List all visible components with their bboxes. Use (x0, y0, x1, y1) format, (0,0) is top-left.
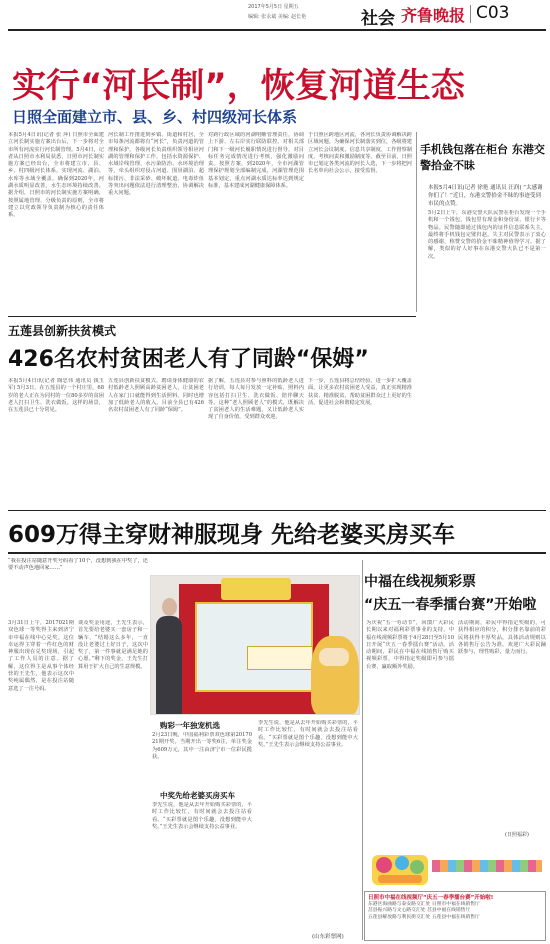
article2-column-3: 据了解，五莲县对参与照料的低龄老人进行培训，每人每月发放一定补贴，照料内容包括打扫卫生、洗衣做饭、陪伴聊天等。这种“老人照顾老人”的模式，既解决了贫困老人的生活难题，又让低龄老人实现了自身价值，受到群众欢迎。 (208, 378, 304, 421)
editor-credit: 编辑: 张永斌 美编: 赵长艳 (248, 14, 307, 20)
page-number: C03 (476, 3, 510, 23)
mascot-face (319, 648, 349, 666)
article1-column-3: 对跨行政区域的河湖明晰管理责任，协调上下游、左右岸实行联防联控。对相关部门和下一级河长履职情况进行督导，对目标任务完成情况进行考核，强化激励问责。按照方案，到2020年，全市河湖管理保护规划全部编制完成，河湖管理范围基本划定，重点河湖水质达标率达到规定标准，基本建成河湖健康保障体系。 (208, 132, 304, 190)
article4-headline-line1: 中福在线视频彩票 (364, 574, 476, 590)
prize-winner-photo (150, 575, 360, 715)
person-head (162, 598, 177, 616)
article3-subheading-2: 购彩一年独宠机选 (160, 721, 220, 730)
promo-info-box (364, 891, 546, 941)
promo-heading: 日照市中福在线视频厅“庆五一春季擂台赛”开始啦! (368, 895, 494, 901)
article3-credit: (山东彩票网) (312, 934, 344, 940)
person-figure (156, 616, 182, 715)
newspaper-logo: 齐鲁晚报 (401, 6, 466, 25)
article3-headline: 609万得主穿财神服现身 先给老婆买房买车 (8, 522, 456, 548)
section-rule (8, 316, 416, 317)
article2-column-1: 本报5月4日讯(记者 陶忠伟 通讯员 钱玉军) 5月3日，在五莲县的一个村庄里，68岁的老人正在为同村的一位80多岁的贫困老人打扫卫生、洗衣做饭。这样的场景，在五莲县已十分常见。 (8, 378, 104, 414)
issue-date: 2017年5月5日 星期五 (248, 4, 299, 10)
article4-column-2: 活动期间，彩民中得指定奖级的，可获得相应的积分，积分排名靠前的彩民将获得丰厚奖品。具体活动规则以各销售厅公告为准。欢迎广大彩民踊跃参与，理性购彩，量力而行。 (458, 620, 546, 656)
headline-rule (8, 552, 546, 554)
column-divider (362, 560, 363, 940)
article4-headline-line2: “庆五一春季擂台赛”开始啦 (364, 597, 537, 613)
article2-column-4: 下一步，五莲县将总结经验，进一步扩大覆盖面，让更多农村贫困老人受益，真正实现精准扶贫、精准脱贫，帮助贫困群众过上更好的生活，促进社会和谐稳定发展。 (308, 378, 412, 406)
promo-address-line: 五莲县解放路与利民街交汇处 五莲县中福在线销售厅 (368, 914, 480, 920)
article3-column-2: 谈及奖金用途，王先生表示，首先要给老婆买一套房子和一辆车，“结婚这么多年，一直没让老婆过上好日子，这次中奖了，第一件事就是满足她的心愿。”剩下的奖金，王先生打算用于扩大自己的生意规模。 (78, 620, 148, 670)
promo-address-list (368, 902, 542, 921)
article3-column-1: 3月31日上午，2017021期双色球一等奖得主来到济宁市中福在线中心兑奖。这位幸运得主穿着一件红色的财神服出现在兑奖现场，引起了工作人员的注意。据了解，这位得主是从事个体经营的王先生，他表示这次中奖纯属偶然，是在投注站随意选了一注号码。 (8, 620, 74, 692)
article3-column-5: 李先生说，他是从去年开始购买彩票的，平时工作比较忙，有时间就会去投注站看看。“买彩票就是图个乐趣，没想到能中大奖。”王先生表示会继续支持公益事业。 (258, 720, 358, 748)
article3-column-4: 李先生说，他是从去年开始购买彩票的，平时工作比较忙，有时间就会去投注站看看。“买彩票就是图个乐趣，没想到能中大奖。”王先生表示会继续支持公益事业。 (152, 802, 252, 830)
prize-check (247, 646, 313, 670)
article2-kicker: 五莲县创新扶贫模式 (8, 324, 117, 338)
article1-headline: 实行“河长制”，恢复河道生态 (12, 66, 465, 106)
promo-banner-stripe (432, 860, 542, 872)
article2-headline: 426名农村贫困老人有了同龄“保姆” (8, 347, 369, 372)
article2-column-2: 五莲县创新扶贫模式，聘请身体健康的农村低龄老人照顾高龄贫困老人，让贫困老人在家门口就能得到生活照料，同时也增加了低龄老人的收入。目前全县已有426名农村贫困老人有了同龄“保姆”。 (108, 378, 204, 414)
article1-column-2: 河长制工作推进到乡镇、街道和村居，全市每条河流都将有“河长”，负责河道的管理和保护。各级河长负责组织领导相应河湖的管理和保护工作，包括水资源保护、水域岸线管理、水污染防治、水环境治理等，牵头组织对侵占河道、围垦湖泊、超标排污、非法采砂、破坏航道、电毒炸鱼等突出问题依法进行清理整治，协调解决重大问题。 (108, 132, 204, 197)
article3-lead: “我在投注站随意开奖号码看了10个，没想到我在中奖了，还要不动声色地回家……” (8, 558, 148, 572)
section-label: 社会 (361, 9, 395, 29)
promo-address-line: 东港区海曲路与泰安路交汇处 日照市中福在线销售厅 (368, 902, 480, 907)
column-divider (416, 132, 417, 312)
masthead-divider (470, 5, 471, 23)
article4-column-1: 为庆祝“五一劳动节”，回馈广大彩民长期以来对福利彩票事业的支持，中福在线视频彩票将于4月28日至5月10日开展“庆五一春季擂台赛”活动。活动期间，彩民在中福在线销售厅购买视频彩票，中得指定奖级即可参与擂台赛，赢取额外奖励。 (366, 620, 454, 670)
article1-subheadline: 日照全面建立市、县、乡、村四级河长体系 (12, 108, 298, 126)
article1-column-4: 于日照区跨地区河流，各河长负责协调解决跨区域问题。为确保河长制落实到位，各级将建立河长会议制度、信息共享制度、工作督察制度、考核问责和激励制度等。截至目前，日照市已划定各类河流的河长人选，下一步将把河长名单向社会公示，接受监督。 (308, 132, 412, 175)
side-article-byline: 本报5月4日讯(记者 徐艳 通讯员 汪润) “太感谢你们了！”近日，东港交警拾金不昧的事迹受到市民的点赞。 (428, 185, 543, 207)
section-rule (8, 510, 546, 511)
masthead-rule (8, 29, 546, 31)
lottery-logo (221, 578, 291, 600)
side-article-headline: 手机钱包落在柜台 东港交警拾金不昧 (420, 143, 545, 172)
article3-column-3: 2月23日晚，中国福利彩票双色球第2017021期开奖。当期开出一等奖6注，单注奖金为609万元，其中一注由济宁市一位彩民揽获。 (152, 732, 252, 760)
promo-illustration (370, 845, 430, 889)
article4-credit: (日照福彩) (505, 832, 529, 838)
article3-subheading: 中奖先给老婆买房买车 (160, 791, 235, 800)
article1-column-1: 本报5月4日讯(记者 张 萍) 日照市全面建立河长制实施方案出台后，下一步将对全市所有河流实行河长制管理。5月4日，记者从日照市水利局获悉，日照市河长制实施方案已经出台，全市将建立市、县、乡、村四级河长体系，实现河流、湖泊、水库等水域全覆盖，确保到2020年，河湖水质明显改善，水生态环境持续改善。据介绍，日照市的河长制实施方案明确，按照属地管理、分级负责的原则，全市将建立以党政领导负责制为核心的责任体系。 (8, 132, 104, 219)
side-article-body: 5月2日上午，东港交警大队民警在柜台发现一个手机和一个钱包，钱包里有现金和身份证、银行卡等物品。民警随即通过钱包内的证件信息联系失主，最终将手机钱包完璧归赵。失主对民警表示了衷心的感谢，称赞交警的拾金不昧精神值得学习。据了解，类似的好人好事在东港交警大队已不是第一次。 (428, 210, 546, 260)
promo-address-line: 莒县振兴路与文心路交汇处 莒县中福在线销售厅 (368, 908, 471, 914)
